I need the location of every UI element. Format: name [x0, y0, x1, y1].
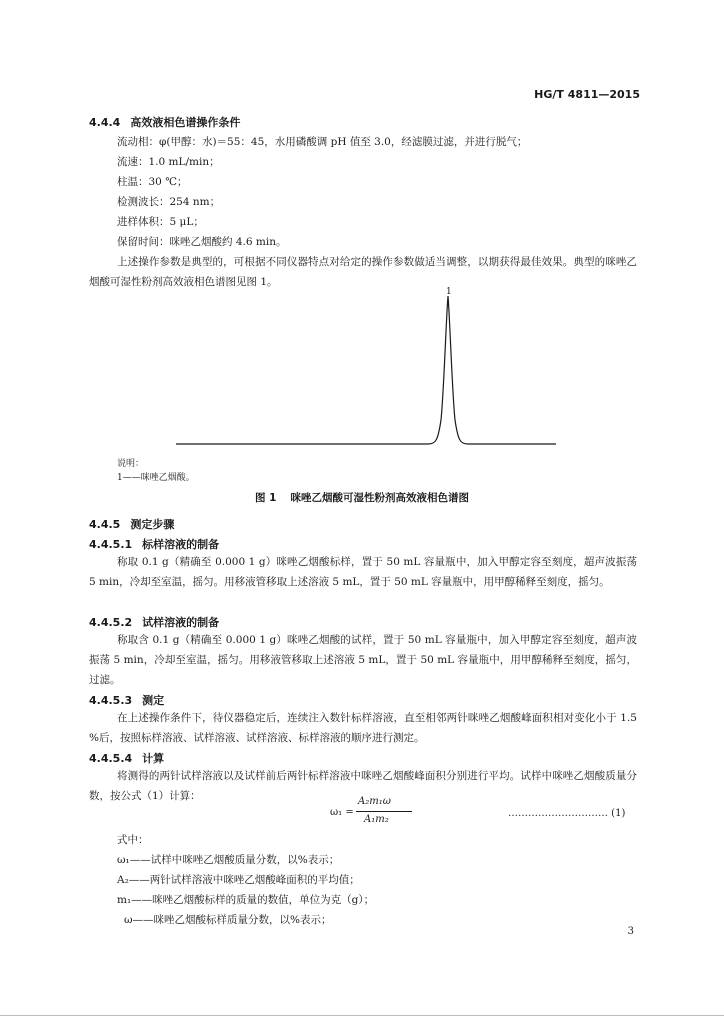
section-title: 试样溶液的制备 — [142, 616, 220, 629]
formula-lhs: ω₁ = — [330, 807, 354, 818]
definitions-intro: 式中： — [117, 834, 149, 846]
page-number: 3 — [627, 926, 634, 937]
section-4-4-5-1-paragraph: 称取 0.1 g（精确至 0.000 1 g）咪唑乙烟酸标样，置于 50 mL 容量瓶中，加入甲醇定容至刻度，超声波振荡 5 min，冷却至室温，摇匀。用移液管移取上述溶液 5 mL，置于 50 mL 容量瓶中，用甲醇稀释至刻度，摇匀。 — [89, 556, 637, 588]
section-title: 高效液相色谱操作条件 — [130, 116, 241, 129]
chromatogram-trace — [176, 296, 556, 444]
definition-item: m₁——咪唑乙烟酸标样的质量的数值，单位为克（g）； — [117, 894, 375, 906]
section-4-4-5-3-paragraph: 在上述操作条件下，待仪器稳定后，连续注入数针标样溶液，直至相邻两针咪唑乙烟酸峰面积相对变化小于 1.5 %后，按照标样溶液、试样溶液、试样溶液、标样溶液的顺序进行测定。 — [89, 712, 637, 744]
section-number: 4.4.5.3 — [89, 694, 133, 707]
standard-number: HG/T 4811—2015 — [534, 88, 640, 101]
section-number: 4.4.5.1 — [89, 538, 133, 551]
condition-wavelength: 检测波长：254 nm； — [117, 196, 221, 208]
section-4-4-5-3-heading — [89, 692, 164, 708]
section-number: 4.4.4 — [89, 116, 121, 129]
equation-number: ………………………… (1) — [508, 808, 626, 819]
section-number: 4.4.5 — [89, 518, 121, 531]
page-bottom-rule — [0, 1015, 724, 1016]
condition-injection-volume: 进样体积：5 μL； — [117, 216, 204, 228]
section-title: 测定 — [142, 694, 165, 707]
peak-label: 1 — [446, 287, 452, 297]
formula-numerator: A₂m₁ω — [358, 796, 391, 807]
condition-flow-rate: 流速：1.0 mL/min； — [117, 156, 220, 168]
figure-caption — [0, 490, 724, 505]
section-4-4-5-2-paragraph: 称取含 0.1 g（精确至 0.000 1 g）咪唑乙烟酸的试样，置于 50 mL 容量瓶中，加入甲醇定容至刻度，超声波振荡 5 min，冷却至室温，摇匀。用移液管移取上述溶液 5 mL，置于 50 mL 容量瓶中，用甲醇稀释至刻度，摇匀，过滤。 — [89, 634, 637, 686]
section-4-4-4-paragraph: 上述操作参数是典型的，可根据不同仪器特点对给定的操作参数做适当调整，以期获得最佳效果。典型的咪唑乙烟酸可湿性粉剂高效液相色谱图见图 1。 — [89, 256, 637, 288]
condition-column-temp: 柱温：30 ℃； — [117, 176, 188, 188]
section-title: 测定步骤 — [130, 518, 175, 531]
definition-item: A₂——两针试样溶液中咪唑乙烟酸峰面积的平均值； — [117, 874, 360, 886]
figure-number: 图 1 — [255, 492, 277, 504]
section-4-4-5-4-paragraph: 将测得的两针试样溶液以及试样前后两针标样溶液中咪唑乙烟酸峰面积分别进行平均。试样中咪唑乙烟酸质量分数，按公式（1）计算： — [89, 770, 637, 802]
section-title: 计算 — [142, 752, 165, 765]
figure-title: 咪唑乙烟酸可湿性粉剂高效液相色谱图 — [290, 492, 469, 504]
formula-denominator: A₁m₂ — [364, 814, 389, 825]
figure-note-item: 1——咪唑乙烟酸。 — [117, 473, 195, 483]
section-number: 4.4.5.4 — [89, 752, 133, 765]
figure-note-title: 说明： — [117, 459, 145, 469]
section-4-4-5-2-heading — [89, 614, 219, 630]
definition-item: ω——咪唑乙烟酸标样质量分数，以%表示； — [124, 914, 332, 926]
fraction-bar — [356, 811, 412, 812]
definition-item: ω₁——试样中咪唑乙烟酸质量分数，以%表示； — [117, 854, 340, 866]
section-number: 4.4.5.2 — [89, 616, 133, 629]
section-4-4-5-heading — [89, 516, 174, 532]
condition-mobile-phase: 流动相：φ(甲醇：水)＝55：45，水用磷酸调 pH 值至 3.0，经滤膜过滤，并进行脱气； — [117, 136, 528, 148]
section-4-4-5-4-heading — [89, 750, 164, 766]
section-title: 标样溶液的制备 — [142, 538, 220, 551]
condition-retention-time: 保留时间：咪唑乙烟酸约 4.6 min。 — [117, 236, 287, 248]
section-4-4-5-1-heading — [89, 536, 219, 552]
